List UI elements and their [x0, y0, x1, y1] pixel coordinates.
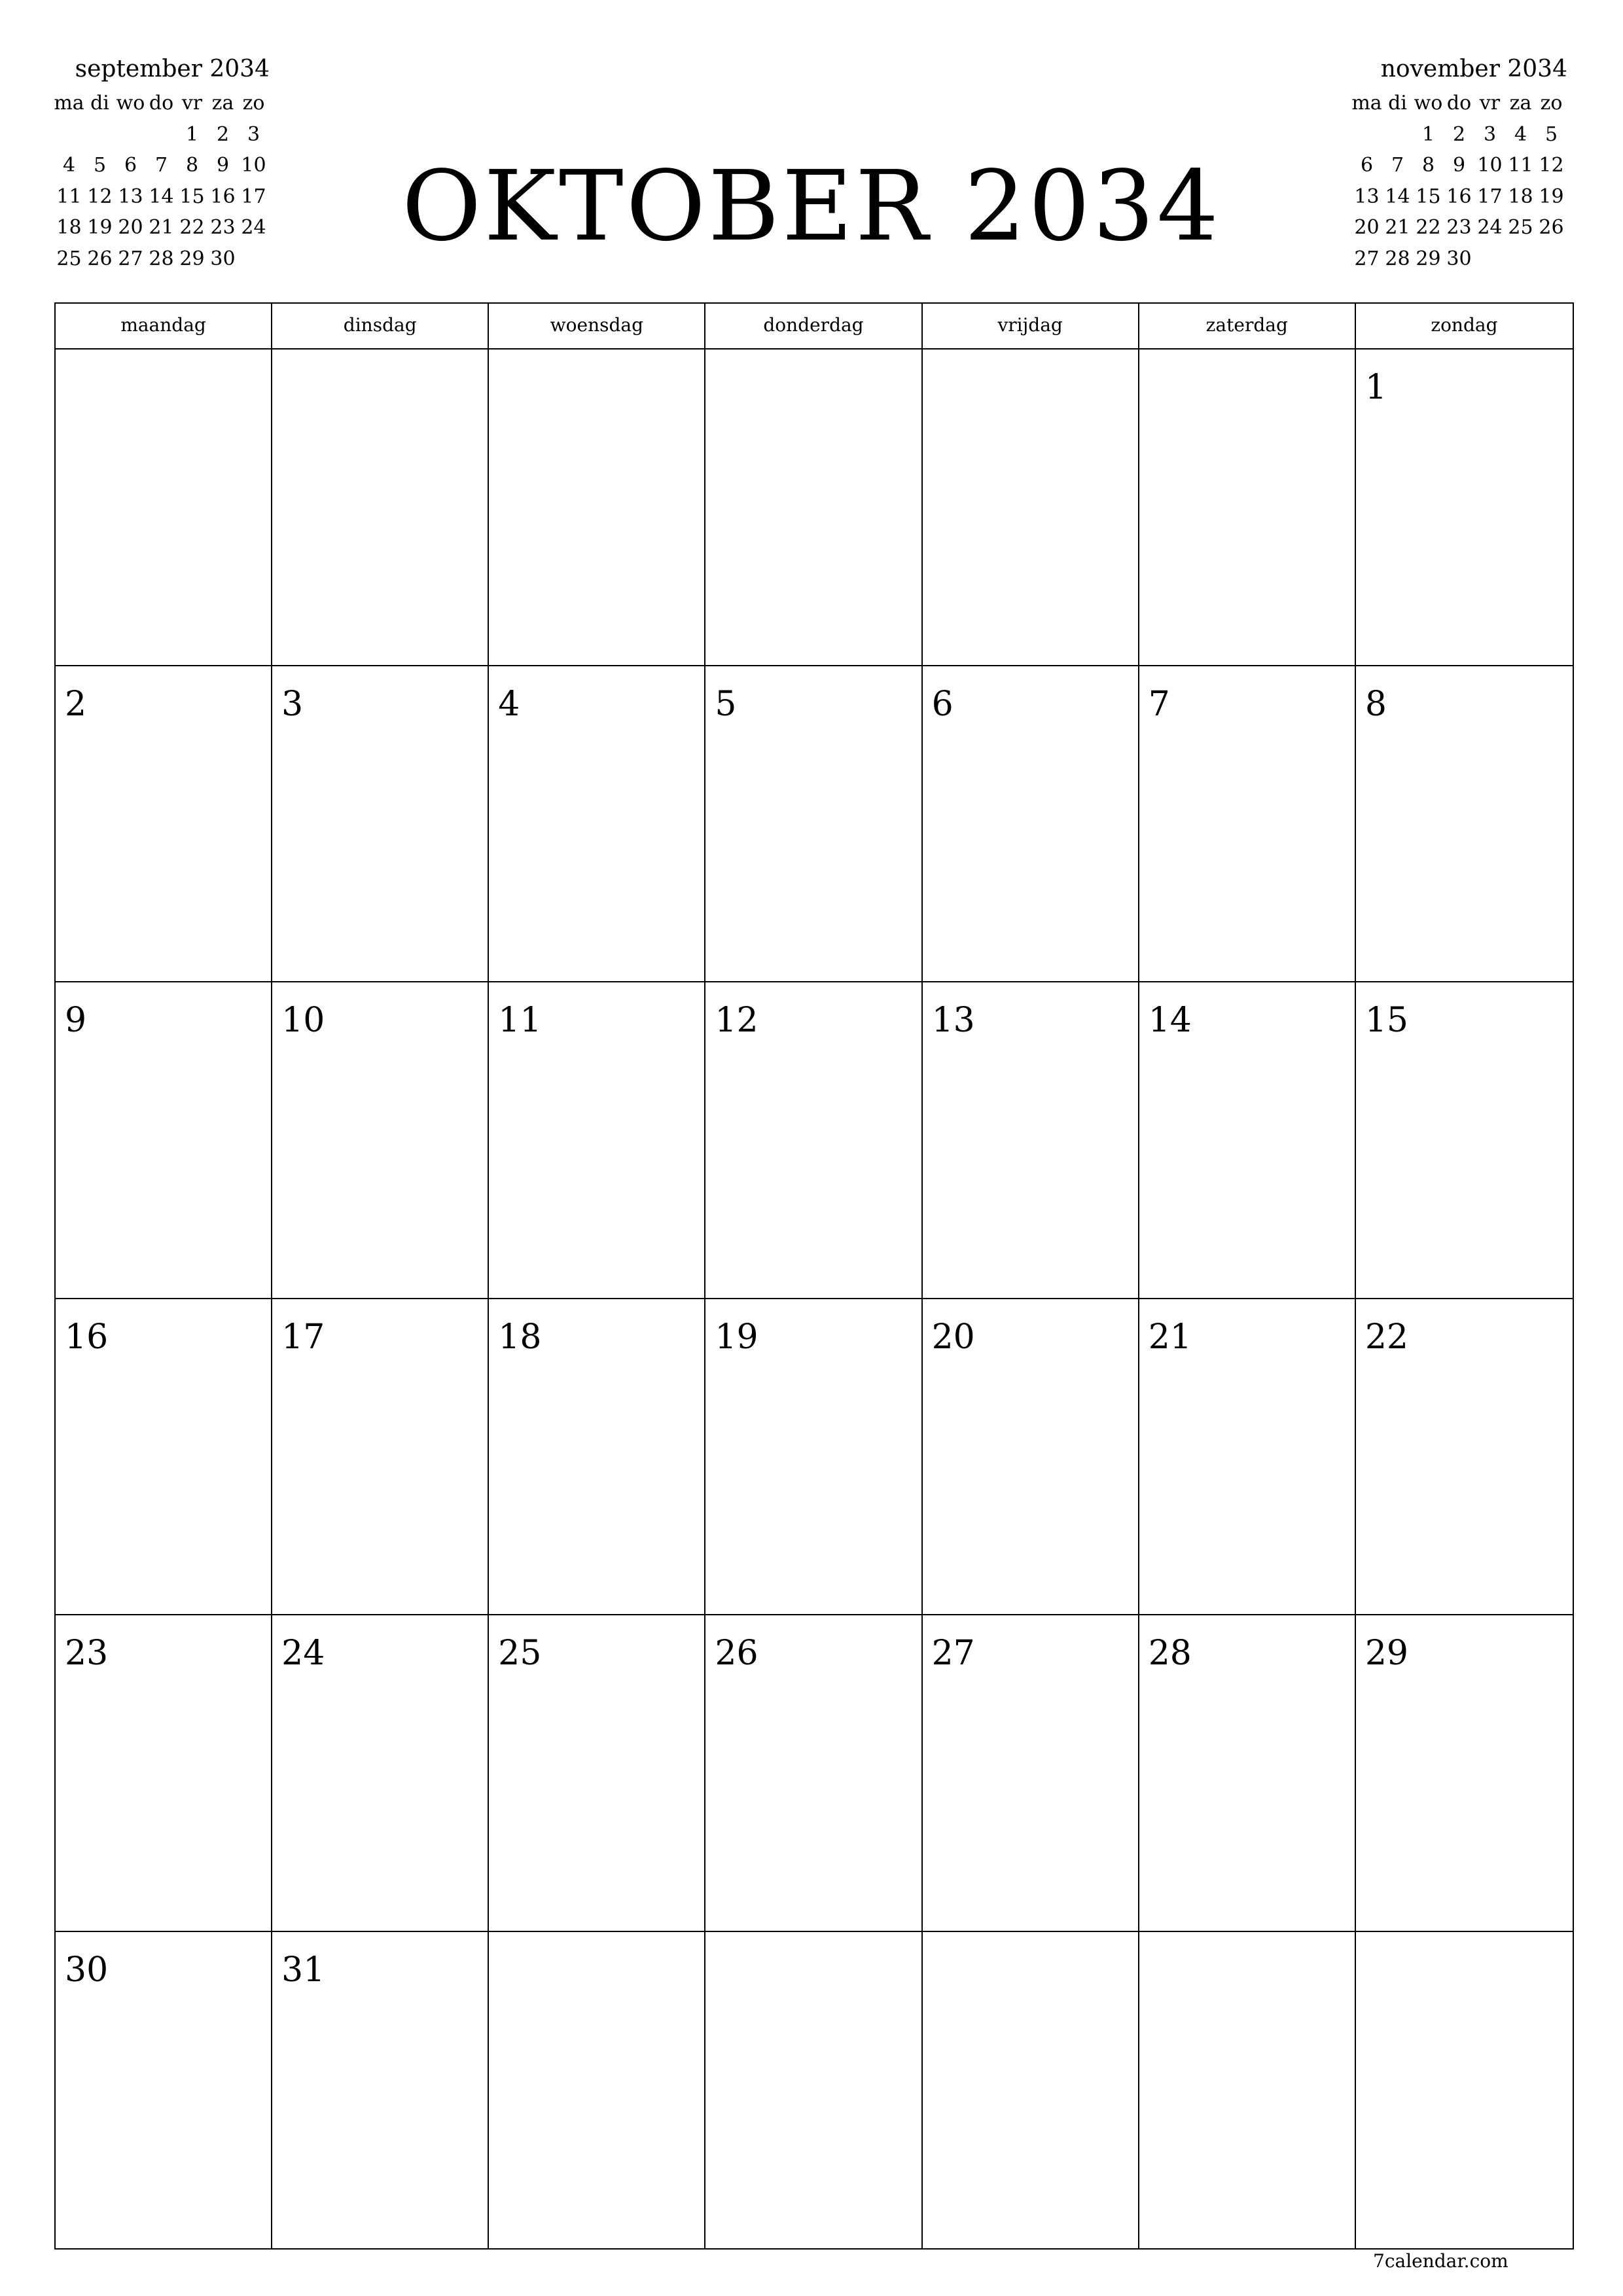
weekday-header: zaterdag — [1139, 304, 1356, 350]
day-number: 16 — [65, 1317, 109, 1357]
day-cell[interactable] — [272, 982, 489, 1299]
mini-day: 26 — [87, 247, 113, 270]
day-number: 22 — [1364, 1317, 1409, 1357]
day-number: 3 — [281, 684, 304, 724]
mini-day: 28 — [149, 247, 174, 270]
mini-day: 20 — [1354, 216, 1380, 239]
mini-day: 1 — [185, 122, 199, 146]
mini-day: 23 — [1446, 216, 1472, 239]
mini-calendar-title: november 2034 — [1380, 56, 1567, 82]
day-number: 9 — [65, 1001, 87, 1040]
day-cell[interactable] — [489, 1299, 705, 1616]
day-number: 15 — [1364, 1001, 1409, 1040]
day-cell[interactable] — [56, 350, 272, 666]
day-cell[interactable] — [489, 666, 705, 983]
day-number: 26 — [715, 1634, 758, 1673]
mini-day: 13 — [1354, 185, 1380, 208]
mini-day: 25 — [56, 247, 82, 270]
weekday-header: vrijdag — [923, 304, 1139, 350]
mini-day: 18 — [1508, 185, 1533, 208]
day-number: 4 — [498, 684, 520, 724]
mini-day — [1382, 119, 1413, 151]
day-cell[interactable] — [705, 1299, 922, 1616]
day-number: 5 — [715, 684, 737, 724]
day-cell[interactable] — [705, 1932, 922, 2249]
weekday-header: woensdag — [489, 304, 705, 350]
mini-weekday-label: wo — [116, 92, 145, 115]
day-cell[interactable] — [923, 350, 1139, 666]
day-number: 6 — [931, 684, 954, 724]
day-cell[interactable] — [705, 666, 922, 983]
day-cell[interactable] — [923, 666, 1139, 983]
mini-day: 7 — [1391, 154, 1404, 177]
day-cell[interactable] — [489, 1615, 705, 1932]
day-number: 14 — [1148, 1001, 1192, 1040]
mini-day: 9 — [216, 154, 230, 177]
mini-day: 9 — [1452, 154, 1466, 177]
day-cell[interactable] — [1356, 982, 1573, 1299]
day-number: 13 — [931, 1001, 975, 1040]
mini-day: 20 — [118, 216, 143, 239]
day-cell[interactable] — [1356, 1615, 1573, 1932]
mini-weekday-label: wo — [1414, 92, 1443, 115]
day-number: 31 — [281, 1950, 325, 1990]
month-calendar-grid — [54, 302, 1574, 2250]
mini-day: 3 — [1483, 122, 1497, 146]
mini-day: 5 — [1544, 122, 1558, 146]
mini-day: 19 — [87, 216, 113, 239]
day-cell[interactable] — [923, 1299, 1139, 1616]
mini-day: 14 — [1385, 185, 1410, 208]
mini-day: 19 — [1539, 185, 1564, 208]
day-cell[interactable] — [1139, 666, 1356, 983]
day-number: 18 — [498, 1317, 542, 1357]
mini-day — [54, 119, 84, 151]
day-number: 30 — [65, 1950, 109, 1990]
day-cell[interactable] — [923, 982, 1139, 1299]
day-cell[interactable] — [272, 1299, 489, 1616]
weekday-header: zondag — [1356, 304, 1573, 350]
day-cell[interactable] — [56, 1299, 272, 1616]
day-cell[interactable] — [1139, 1615, 1356, 1932]
day-cell[interactable] — [705, 982, 922, 1299]
mini-day — [1351, 119, 1382, 151]
day-number: 12 — [715, 1001, 758, 1040]
mini-day — [84, 119, 115, 151]
mini-day: 15 — [1416, 185, 1441, 208]
mini-day: 4 — [1514, 122, 1527, 146]
mini-day: 23 — [210, 216, 236, 239]
mini-day: 3 — [247, 122, 260, 146]
day-number: 20 — [931, 1317, 975, 1357]
mini-day: 18 — [56, 216, 82, 239]
mini-day: 5 — [93, 154, 107, 177]
mini-day: 8 — [1421, 154, 1435, 177]
mini-day — [146, 119, 177, 151]
day-cell[interactable] — [1356, 350, 1573, 666]
day-cell[interactable] — [1139, 1932, 1356, 2249]
day-number: 11 — [498, 1001, 542, 1040]
day-cell[interactable] — [56, 1932, 272, 2249]
day-number: 29 — [1364, 1634, 1409, 1673]
day-number: 17 — [281, 1317, 325, 1357]
day-cell[interactable] — [489, 982, 705, 1299]
mini-day: 10 — [1477, 154, 1503, 177]
mini-weekday-label: do — [1446, 92, 1472, 115]
day-cell[interactable] — [705, 1615, 922, 1932]
mini-day: 12 — [1539, 154, 1564, 177]
mini-day: 21 — [149, 216, 174, 239]
mini-day — [1474, 243, 1505, 275]
mini-weekday-label: zo — [242, 92, 265, 115]
day-cell[interactable] — [1139, 1299, 1356, 1616]
mini-day: 26 — [1539, 216, 1564, 239]
day-cell[interactable] — [923, 1932, 1139, 2249]
mini-day: 27 — [118, 247, 143, 270]
mini-day: 22 — [179, 216, 205, 239]
mini-weekday-label: zo — [1540, 92, 1563, 115]
day-number: 1 — [1364, 368, 1387, 407]
day-number: 10 — [281, 1001, 325, 1040]
mini-weekday-label: ma — [1351, 92, 1382, 115]
weekday-header: maandag — [56, 304, 272, 350]
day-cell[interactable] — [272, 350, 489, 666]
mini-weekday-label: vr — [1479, 92, 1501, 115]
mini-day: 22 — [1416, 216, 1441, 239]
day-number: 24 — [281, 1634, 325, 1673]
day-cell[interactable] — [1356, 1299, 1573, 1616]
mini-calendar-grid — [1351, 88, 1567, 274]
mini-calendar-next — [1351, 51, 1567, 274]
weekday-header: donderdag — [705, 304, 922, 350]
mini-day: 6 — [124, 154, 137, 177]
mini-day: 15 — [179, 185, 205, 208]
mini-weekday-label: vr — [181, 92, 203, 115]
day-number: 25 — [498, 1634, 542, 1673]
day-cell[interactable] — [272, 666, 489, 983]
day-number: 19 — [715, 1317, 758, 1357]
mini-day — [1536, 243, 1567, 275]
mini-day: 17 — [1477, 185, 1503, 208]
mini-day: 2 — [1452, 122, 1466, 146]
mini-day: 14 — [149, 185, 174, 208]
mini-day: 1 — [1421, 122, 1435, 146]
mini-weekday-label: di — [90, 92, 109, 115]
day-cell[interactable] — [272, 1932, 489, 2249]
mini-weekday-label: do — [149, 92, 174, 115]
mini-day: 27 — [1354, 247, 1380, 270]
page-title: OKTOBER 2034 — [402, 150, 1221, 262]
mini-day: 7 — [154, 154, 168, 177]
day-cell[interactable] — [56, 666, 272, 983]
day-cell[interactable] — [1356, 666, 1573, 983]
day-cell[interactable] — [1139, 982, 1356, 1299]
day-cell[interactable] — [56, 1615, 272, 1932]
mini-day: 16 — [210, 185, 236, 208]
mini-day: 10 — [241, 154, 266, 177]
weekday-header: dinsdag — [272, 304, 489, 350]
mini-weekday-label: di — [1388, 92, 1407, 115]
day-number: 2 — [65, 684, 87, 724]
day-cell[interactable] — [56, 982, 272, 1299]
mini-day: 11 — [1508, 154, 1533, 177]
day-number: 21 — [1148, 1317, 1192, 1357]
mini-day: 11 — [56, 185, 82, 208]
mini-day: 12 — [87, 185, 113, 208]
mini-day — [1505, 243, 1536, 275]
day-cell[interactable] — [489, 350, 705, 666]
mini-day: 21 — [1385, 216, 1410, 239]
mini-day: 16 — [1446, 185, 1472, 208]
day-number: 23 — [65, 1634, 109, 1673]
day-cell[interactable] — [1139, 350, 1356, 666]
day-number: 28 — [1148, 1634, 1192, 1673]
mini-day: 8 — [185, 154, 199, 177]
mini-day: 24 — [1477, 216, 1503, 239]
mini-calendar-title: september 2034 — [75, 56, 270, 82]
mini-day — [115, 119, 146, 151]
mini-day: 28 — [1385, 247, 1410, 270]
mini-day: 24 — [241, 216, 266, 239]
day-number: 8 — [1364, 684, 1387, 724]
mini-day: 29 — [179, 247, 205, 270]
mini-day: 4 — [62, 154, 76, 177]
mini-day: 30 — [210, 247, 236, 270]
mini-day: 13 — [118, 185, 143, 208]
mini-day: 30 — [1446, 247, 1472, 270]
mini-day: 17 — [241, 185, 266, 208]
day-cell[interactable] — [272, 1615, 489, 1932]
mini-day: 25 — [1508, 216, 1533, 239]
mini-day: 29 — [1416, 247, 1441, 270]
day-cell[interactable] — [705, 350, 922, 666]
footer-website: 7calendar.com — [1373, 2250, 1508, 2272]
day-cell[interactable] — [923, 1615, 1139, 1932]
day-cell[interactable] — [489, 1932, 705, 2249]
mini-weekday-label: za — [211, 92, 234, 115]
mini-day: 6 — [1360, 154, 1374, 177]
day-cell[interactable] — [1356, 1932, 1573, 2249]
day-number: 27 — [931, 1634, 975, 1673]
day-number: 7 — [1148, 684, 1170, 724]
mini-day: 2 — [216, 122, 230, 146]
mini-weekday-label: ma — [54, 92, 84, 115]
mini-weekday-label: za — [1509, 92, 1532, 115]
